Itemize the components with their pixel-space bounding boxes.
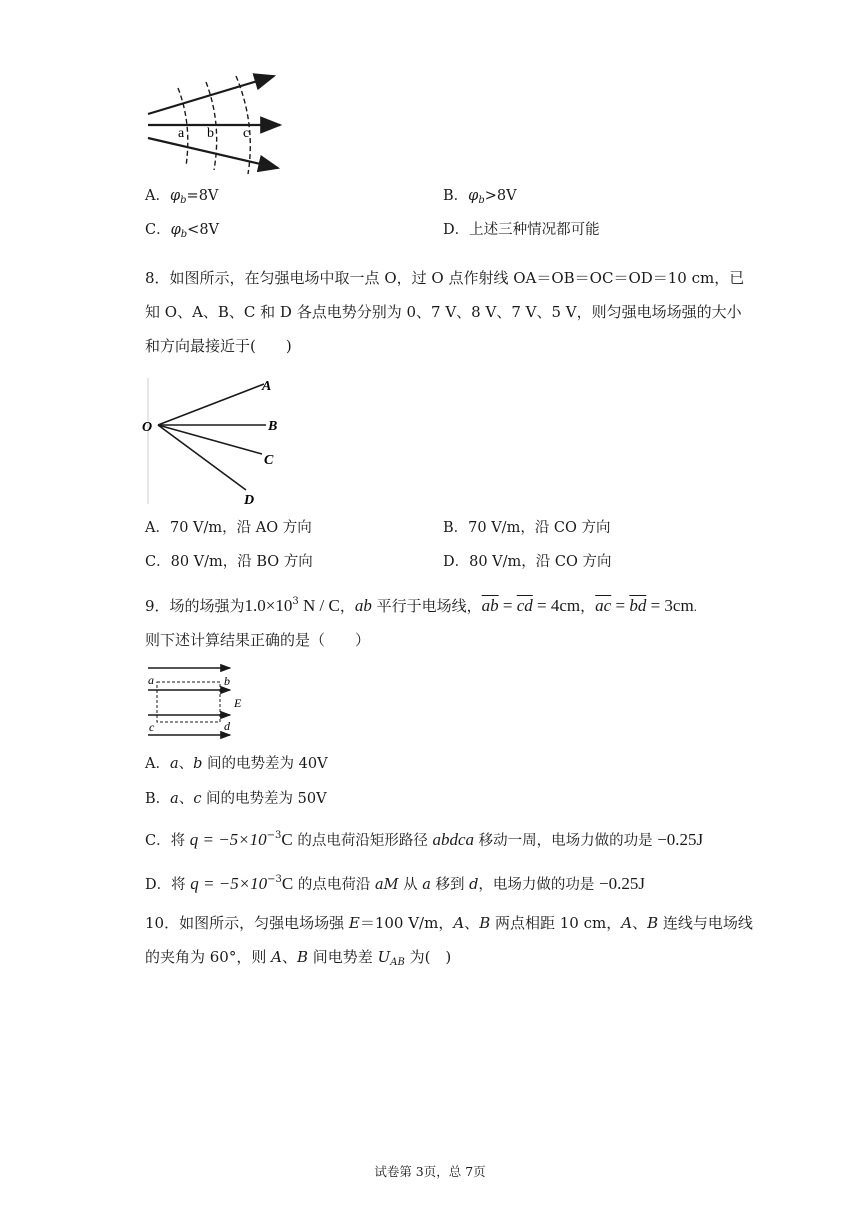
label-b: b <box>207 126 214 141</box>
point-b: B <box>296 948 309 966</box>
u-subscript: AB <box>390 957 405 968</box>
phi-subscript: b <box>180 229 188 240</box>
option-letter: B． <box>145 791 171 807</box>
stem-text: 、 <box>632 914 648 932</box>
label-o: O <box>142 420 153 435</box>
label-b: B <box>268 419 278 434</box>
separator: 、 <box>178 791 194 807</box>
q7-option-d[interactable] <box>443 220 600 240</box>
q8-stem-line-3: 和方向最接近于( ) <box>145 337 292 355</box>
q8-ray-figure <box>138 374 288 508</box>
charge-exponent: −3 <box>267 874 282 885</box>
q9-stem-line-1 <box>145 592 697 618</box>
charge-unit: C <box>281 830 293 849</box>
q8-stem-line-2: 知 O、A、B、C 和 D 各点电势分别为 0、7 V、8 V、7 V、5 V，则匀强电场场强的大小 <box>145 303 742 321</box>
ray-oa <box>158 384 264 425</box>
option-letter: D．将 <box>145 877 191 893</box>
phi-symbol: φ <box>170 222 181 238</box>
stem-text: 、 <box>464 914 480 932</box>
phi-subscript: b <box>180 195 187 206</box>
label-a: A <box>262 379 272 394</box>
label-d: D <box>244 493 255 508</box>
stem-text: 两点相距 10 cm， <box>490 914 622 932</box>
option-text-1: 的点电荷沿矩形路径 <box>292 833 433 849</box>
work-value: −0.25J <box>598 874 645 893</box>
point-a: a <box>170 791 179 807</box>
stem-text: 的夹角为 60°，则 <box>145 948 272 966</box>
symbol-u: U <box>377 948 391 966</box>
parallel-text: 平行于电场线， <box>371 597 482 615</box>
overline-bd: $\overline{bd}$ <box>629 596 647 615</box>
q8-option-d[interactable]: D．80 V/m，沿 CO 方向 <box>443 554 612 570</box>
symbol-e: E <box>348 914 360 932</box>
stem-text: ＝100 V/m， <box>359 914 454 932</box>
stem-text: 、 <box>281 948 297 966</box>
option-text: <8V <box>187 222 220 238</box>
path-name: abdca <box>432 830 474 849</box>
q8-option-a[interactable]: A．70 V/m，沿 AO 方向 <box>145 520 312 536</box>
point-to: d <box>469 877 479 893</box>
option-text: >8V <box>484 188 517 204</box>
charge-value: q = −5×10 <box>189 830 267 849</box>
label-e: E <box>234 696 242 710</box>
overline-ac: $\overline{ac}$ <box>595 596 612 615</box>
label-d: d <box>224 719 230 733</box>
equals: = <box>611 596 630 615</box>
length-4cm: = 4cm <box>532 596 581 615</box>
point-a: A <box>621 914 633 932</box>
point-c: c <box>193 791 202 807</box>
label-b: b <box>224 674 230 688</box>
point-from: a <box>422 877 431 893</box>
option-letter: A． <box>145 756 170 772</box>
q9-option-a[interactable] <box>145 754 328 774</box>
field-exponent: 3 <box>292 596 299 607</box>
separator: ， <box>580 597 596 615</box>
overline-ab: $\overline{ab}$ <box>481 596 499 615</box>
q10-stem-line-1 <box>145 913 753 933</box>
point-a: A <box>271 948 282 966</box>
point-a: A <box>453 914 465 932</box>
stem-text: 间电势差 <box>308 948 378 966</box>
option-text-3: 移到 <box>430 877 470 893</box>
label-a: a <box>178 126 185 141</box>
q9-option-d[interactable] <box>145 870 645 895</box>
dashed-rectangle <box>157 682 220 722</box>
point-a: a <box>169 756 179 772</box>
stem-text: 连线与电场线 <box>658 914 753 932</box>
overline-cd: $\overline{cd}$ <box>516 596 533 615</box>
path-name: aM <box>374 877 399 893</box>
lower-field-line <box>148 138 278 168</box>
point-b: b <box>193 756 203 772</box>
option-letter: B． <box>443 188 469 204</box>
point-b: B <box>479 914 491 932</box>
q9-option-b[interactable] <box>145 789 327 809</box>
stem-text: 为( ) <box>404 948 452 966</box>
point-b: B <box>647 914 659 932</box>
option-letter: D． <box>443 222 470 238</box>
separator: 、 <box>178 756 194 772</box>
q8-stem-line-1: 8．如图所示，在匀强电场中取一点 O，过 O 点作射线 OA＝OB＝OC＝OD＝10 cm，已 <box>145 269 745 287</box>
field-unit: N / C <box>298 596 340 615</box>
option-text: 上述三种情况都可能 <box>469 222 600 238</box>
q9-option-c[interactable] <box>145 826 703 851</box>
separator: ， <box>339 597 355 615</box>
q9-stem-line-2: 则下述计算结果正确的是（ ） <box>145 631 371 649</box>
charge-exponent: −3 <box>266 830 282 841</box>
option-text-1: 的点电荷沿 <box>293 877 375 893</box>
option-text-4: ，电场力做的功是 <box>478 877 599 893</box>
option-text-2: 从 <box>398 877 423 893</box>
page-footer: 试卷第 3页，总 7页 <box>374 1164 486 1179</box>
option-letter: C． <box>145 222 171 238</box>
ray-od <box>158 425 246 490</box>
option-text: =8V <box>186 188 219 204</box>
q9-field-figure <box>140 658 250 742</box>
option-letter: A． <box>145 188 170 204</box>
phi-symbol: φ <box>169 188 181 204</box>
length-3cm: = 3cm <box>646 596 694 615</box>
option-text: 间的电势差为 40V <box>202 756 328 772</box>
stem-text: 10．如图所示，匀强电场场强 <box>145 914 349 932</box>
label-c: C <box>264 453 274 468</box>
field-value: 1.0×10 <box>244 596 293 615</box>
charge-value: q = −5×10 <box>190 874 268 893</box>
work-value: −0.25J <box>657 830 704 849</box>
stem-prefix: 9．场的场强为 <box>145 597 245 615</box>
q8-option-b[interactable]: B．70 V/m，沿 CO 方向 <box>443 520 611 536</box>
q8-option-c[interactable]: C．80 V/m，沿 BO 方向 <box>145 554 313 570</box>
q7-option-a[interactable] <box>145 186 218 211</box>
charge-unit: C <box>281 874 294 893</box>
label-c: c <box>243 126 250 141</box>
label-a: a <box>148 673 154 687</box>
q7-option-c[interactable] <box>145 220 219 245</box>
option-text: 间的电势差为 50V <box>201 791 327 807</box>
equals: = <box>498 596 517 615</box>
option-letter: C．将 <box>145 833 190 849</box>
option-text-2: 移动一周，电场力做的功是 <box>474 833 658 849</box>
phi-symbol: φ <box>468 188 479 204</box>
q10-stem-line-2 <box>145 947 451 973</box>
phi-subscript: b <box>478 195 485 206</box>
segment-ab: ab <box>354 596 372 615</box>
tail-dot: . <box>693 601 698 614</box>
ray-oc <box>158 425 262 454</box>
q7-field-line-figure <box>140 68 300 180</box>
label-c: c <box>149 720 155 734</box>
upper-field-line <box>148 76 274 114</box>
q7-option-b[interactable] <box>443 186 517 211</box>
